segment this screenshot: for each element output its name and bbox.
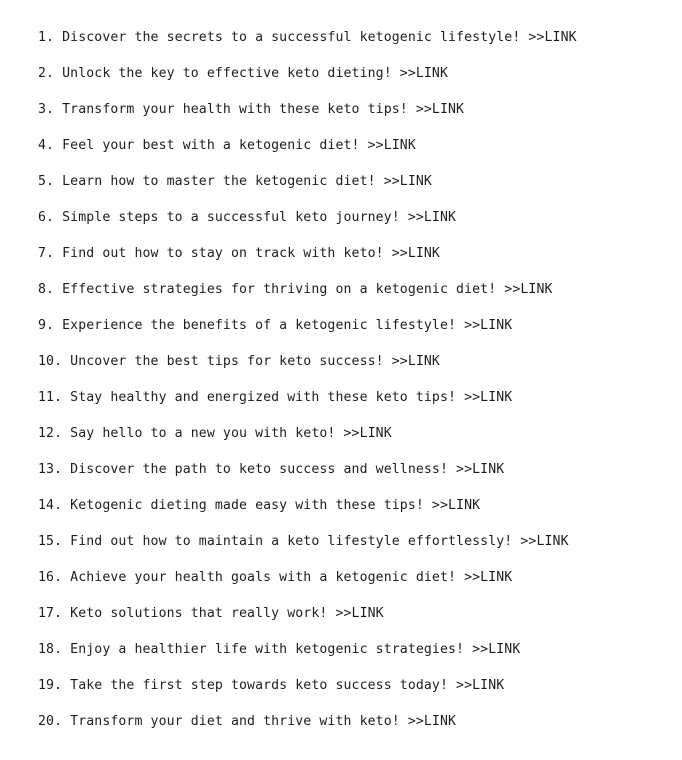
list-item: 3. Transform your health with these keto tips! >>LINK (38, 102, 465, 117)
list-item: 16. Achieve your health goals with a ketogenic diet! >>LINK (38, 570, 513, 585)
list-item: 19. Take the first step towards keto success today! >>LINK (38, 678, 505, 693)
list-item: 20. Transform your diet and thrive with keto! >>LINK (38, 714, 457, 729)
document-body (38, 28, 678, 748)
list-item: 2. Unlock the key to effective keto dieting! >>LINK (38, 66, 449, 81)
list-item: 4. Feel your best with a ketogenic diet! >>LINK (38, 138, 416, 153)
list-item: 12. Say hello to a new you with keto! >>LINK (38, 426, 392, 441)
list-item: 6. Simple steps to a successful keto journey! >>LINK (38, 210, 457, 225)
headline-list (38, 28, 678, 748)
list-item: 9. Experience the benefits of a ketogenic lifestyle! >>LINK (38, 318, 513, 333)
list-item: 7. Find out how to stay on track with keto! >>LINK (38, 246, 440, 261)
list-item: 17. Keto solutions that really work! >>LINK (38, 606, 384, 621)
list-item: 5. Learn how to master the ketogenic diet! >>LINK (38, 174, 432, 189)
list-item: 1. Discover the secrets to a successful ketogenic lifestyle! >>LINK (38, 30, 577, 45)
list-item: 15. Find out how to maintain a keto lifestyle effortlessly! >>LINK (38, 534, 569, 549)
list-item: 14. Ketogenic dieting made easy with these tips! >>LINK (38, 498, 481, 513)
list-item: 13. Discover the path to keto success and wellness! >>LINK (38, 462, 505, 477)
list-item: 18. Enjoy a healthier life with ketogenic strategies! >>LINK (38, 642, 521, 657)
list-item: 10. Uncover the best tips for keto success! >>LINK (38, 354, 440, 369)
list-item: 11. Stay healthy and energized with these keto tips! >>LINK (38, 390, 513, 405)
list-item: 8. Effective strategies for thriving on a ketogenic diet! >>LINK (38, 282, 553, 297)
